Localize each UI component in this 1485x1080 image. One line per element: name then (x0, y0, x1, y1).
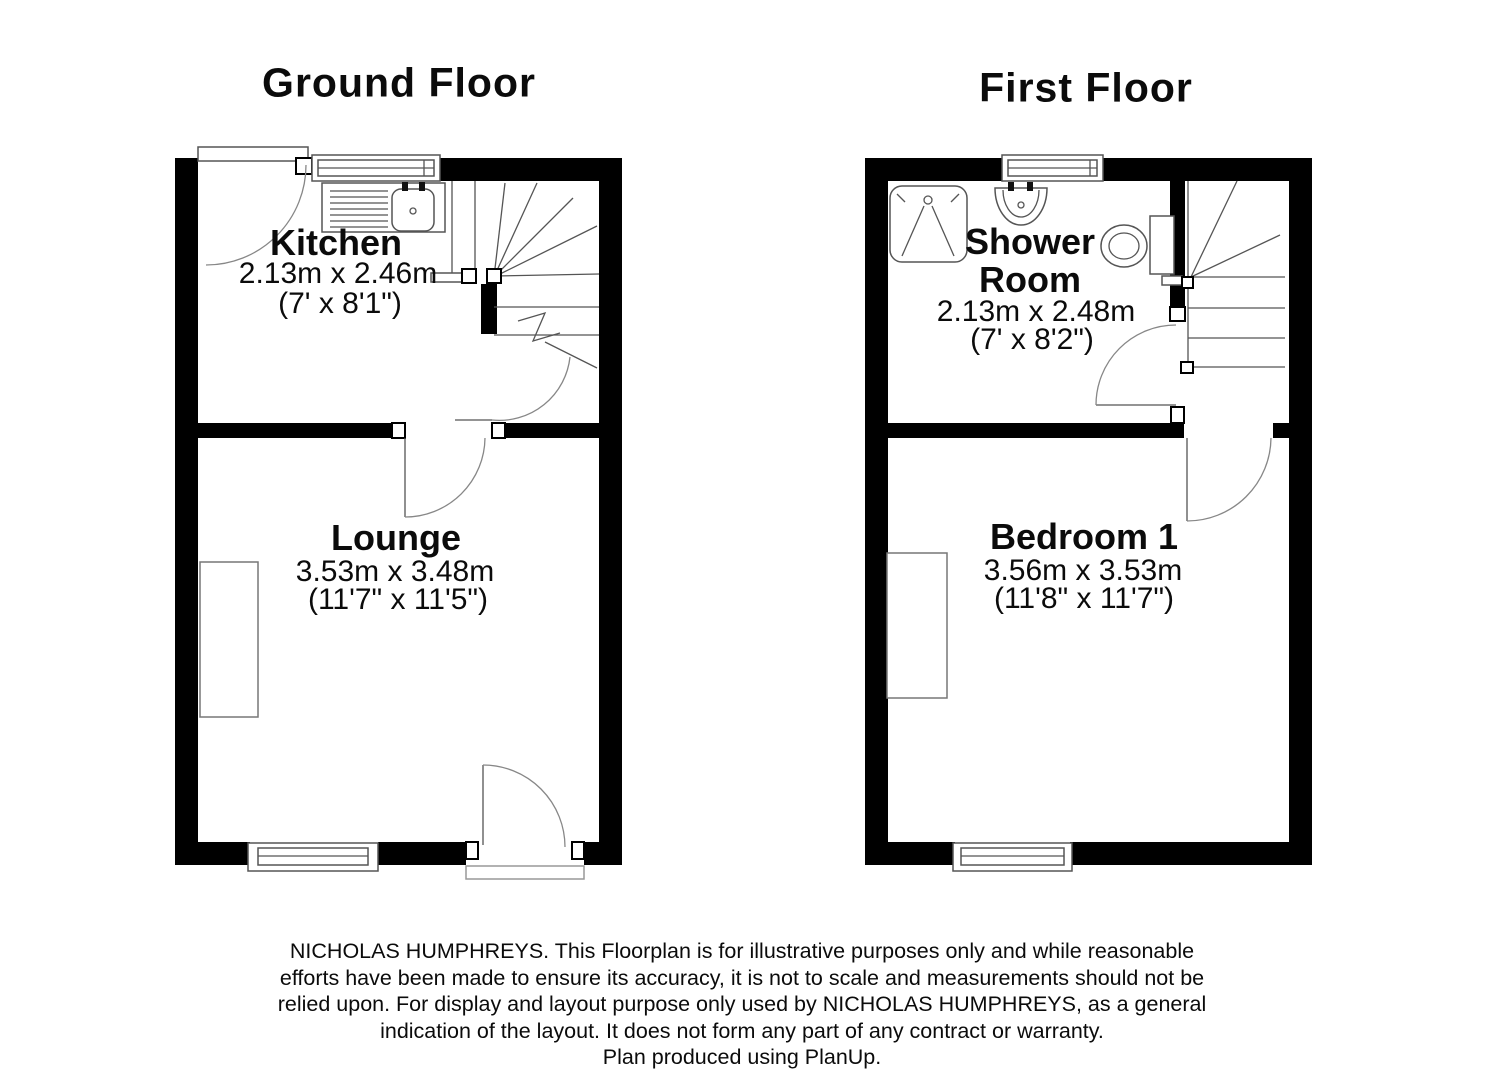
kitchen-dims-metric: 2.13m x 2.46m (238, 257, 438, 290)
ground-floor-title: Ground Floor (262, 59, 536, 106)
lounge-dims-metric: 3.53m x 3.48m (295, 555, 495, 588)
ground-staircase (431, 181, 599, 420)
disclaimer-text (217, 938, 1267, 1071)
disclaimer-line: relied upon. For display and layout purpose only used by NICHOLAS HUMPHREYS, as a general (277, 992, 1207, 1016)
bedroom-door (1187, 438, 1271, 521)
wash-basin (995, 182, 1047, 225)
disclaimer-line: indication of the layout. It does not form any part of any contract or warranty. (380, 1018, 1104, 1043)
disclaimer-line: NICHOLAS HUMPHREYS. This Floorplan is for illustrative purposes only and while reasonable (289, 939, 1195, 963)
shower-room-dims-imperial: (7' x 8'2") (970, 323, 1094, 356)
shower-room-door (1096, 325, 1176, 405)
kitchen-window (312, 155, 440, 181)
bedroom-dims-imperial: (11'8" x 11'7") (993, 582, 1175, 615)
lounge-door (392, 423, 505, 517)
kitchen-room-name: Kitchen (269, 222, 403, 263)
kitchen-dims-imperial: (7' x 8'1") (278, 287, 402, 320)
bedroom-window (953, 843, 1072, 871)
bedroom-room-name: Bedroom 1 (989, 516, 1179, 557)
shower-room-dims-metric: 2.13m x 2.48m (936, 295, 1136, 328)
bedroom-dims-metric: 3.56m x 3.53m (983, 554, 1183, 587)
lounge-window (248, 843, 378, 871)
lounge-dims-imperial: (11'7" x 11'5") (307, 583, 489, 616)
lounge-room-name: Lounge (331, 517, 461, 558)
lounge-furniture (200, 562, 258, 717)
stairs-door (492, 357, 570, 420)
disclaimer-line: efforts have been made to ensure its accuracy, it is not to scale and measurements should not be (279, 965, 1205, 990)
disclaimer-line: Plan produced using PlanUp. (602, 1045, 882, 1069)
front-door (466, 765, 584, 879)
shower-room-name: Shower Room (964, 221, 1096, 300)
bedroom-furniture (887, 553, 947, 698)
shower-room-window (1002, 155, 1103, 181)
first-floor-title: First Floor (979, 64, 1193, 111)
